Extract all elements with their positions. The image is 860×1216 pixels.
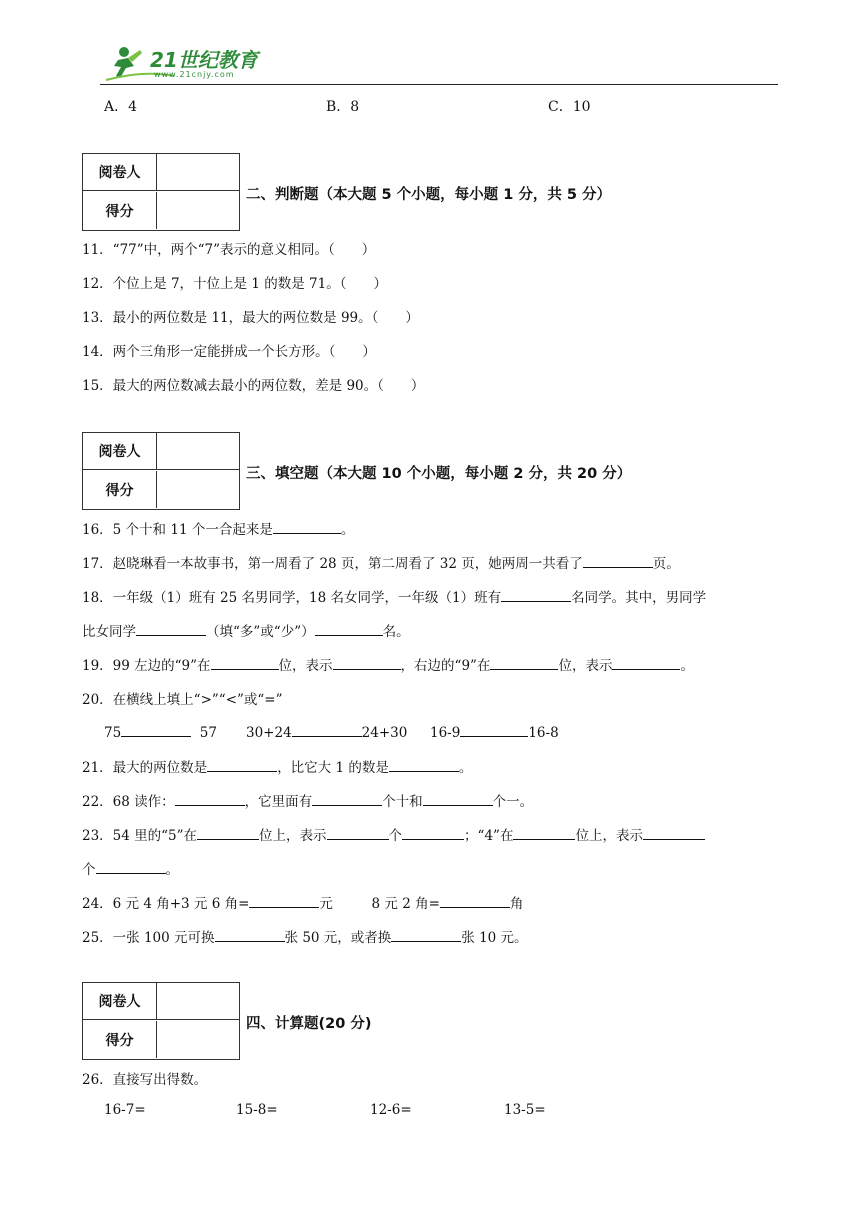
logo-text: 21世纪教育: [150, 48, 258, 72]
question-21: 21．最大的两位数是 ，比它大 1 的数是 。: [82, 756, 472, 776]
section-title: 二、判断题（本大题 5 个小题，每小题 1 分，共 5 分）: [246, 187, 612, 203]
question-11: 11．“77”中，两个“7”表示的意义相同。（ ）: [82, 242, 376, 258]
answer-blank[interactable]: [175, 791, 245, 806]
compare-item: 75 57: [104, 722, 217, 741]
option-b: B．8: [326, 99, 360, 115]
grader-value: [157, 983, 239, 1020]
answer-blank[interactable]: [402, 825, 464, 840]
answer-blank[interactable]: [273, 519, 341, 534]
grader-table: [82, 432, 240, 510]
question-19: 19．99 左边的“9”在 位，表示 ，右边的“9”在 位，表示 。: [82, 654, 694, 674]
question-25: 25．一张 100 元可换 张 50 元，或者换 张 10 元。: [82, 926, 528, 946]
answer-blank[interactable]: [490, 655, 558, 670]
answer-blank[interactable]: [315, 621, 383, 636]
question-12: 12．个位上是 7，十位上是 1 的数是 71。（ ）: [82, 276, 387, 292]
score-value: [157, 192, 239, 229]
grader-value: [157, 154, 239, 191]
answer-blank[interactable]: [583, 553, 653, 568]
grader-label: 阅卷人: [83, 154, 157, 191]
calc-item: 12-6=: [370, 1102, 412, 1118]
grader-table: [82, 153, 240, 231]
grader-table: [82, 982, 240, 1060]
answer-blank[interactable]: [211, 655, 279, 670]
score-label: 得分: [83, 1021, 157, 1058]
option-a: A．4: [104, 99, 138, 115]
question-13: 13．最小的两位数是 11，最大的两位数是 99。（ ）: [82, 310, 419, 326]
answer-blank[interactable]: [460, 722, 528, 737]
answer-blank[interactable]: [136, 621, 206, 636]
logo-url: www.21cnjy.com: [154, 70, 235, 79]
answer-blank[interactable]: [207, 757, 277, 772]
answer-blank[interactable]: [249, 893, 319, 908]
question-22: 22．68 读作： ，它里面有 个十和 个一。: [82, 790, 533, 810]
calc-item: 13-5=: [504, 1102, 546, 1118]
answer-blank[interactable]: [389, 757, 459, 772]
compare-item: 30+24 24+30: [246, 722, 407, 741]
option-c: C．10: [548, 99, 591, 115]
answer-blank[interactable]: [501, 587, 571, 602]
answer-blank[interactable]: [327, 825, 389, 840]
question-18-cont: 比女同学 （填“多”或“少”） 名。: [82, 620, 410, 640]
answer-blank[interactable]: [333, 655, 401, 670]
grader-label: 阅卷人: [83, 433, 157, 470]
answer-blank[interactable]: [513, 825, 575, 840]
section-title: 四、计算题(20 分): [246, 1016, 372, 1032]
answer-blank[interactable]: [643, 825, 705, 840]
answer-blank[interactable]: [612, 655, 680, 670]
question-15: 15．最大的两位数减去最小的两位数，差是 90。（ ）: [82, 378, 425, 394]
score-value: [157, 1021, 239, 1058]
grader-label: 阅卷人: [83, 983, 157, 1020]
answer-blank[interactable]: [423, 791, 493, 806]
logo: [104, 40, 274, 84]
calc-item: 15-8=: [236, 1102, 278, 1118]
header-rule: [100, 84, 778, 85]
question-23: 23．54 里的“5”在 位上，表示 个 ；“4”在 位上，表示: [82, 824, 705, 844]
score-label: 得分: [83, 471, 157, 508]
answer-blank[interactable]: [292, 722, 362, 737]
answer-blank[interactable]: [197, 825, 259, 840]
answer-blank[interactable]: [440, 893, 510, 908]
question-24: 24．6 元 4 角+3 元 6 角= 元 8 元 2 角= 角: [82, 892, 523, 912]
score-value: [157, 471, 239, 508]
question-23-cont: 个 。: [82, 858, 179, 878]
calc-item: 16-7=: [104, 1102, 146, 1118]
question-18: 18．一年级（1）班有 25 名男同学，18 名女同学，一年级（1）班有 名同学。其中，男同学: [82, 586, 706, 606]
answer-blank[interactable]: [121, 722, 191, 737]
answer-blank[interactable]: [391, 927, 461, 942]
question-20: 20．在横线上填上“>”“<”或“=”: [82, 692, 283, 708]
compare-item: 16-9 16-8: [430, 722, 559, 741]
question-16: 16．5 个十和 11 个一合起来是 。: [82, 518, 354, 538]
question-26: 26．直接写出得数。: [82, 1072, 208, 1088]
section-title: 三、填空题（本大题 10 个小题，每小题 2 分，共 20 分）: [246, 466, 632, 482]
answer-blank[interactable]: [312, 791, 382, 806]
grader-value: [157, 433, 239, 470]
score-label: 得分: [83, 192, 157, 229]
answer-blank[interactable]: [96, 859, 166, 874]
question-17: 17．赵晓琳看一本故事书，第一周看了 28 页，第二周看了 32 页，她两周一共看了 页。: [82, 552, 680, 572]
question-14: 14．两个三角形一定能拼成一个长方形。（ ）: [82, 344, 376, 360]
answer-blank[interactable]: [215, 927, 285, 942]
